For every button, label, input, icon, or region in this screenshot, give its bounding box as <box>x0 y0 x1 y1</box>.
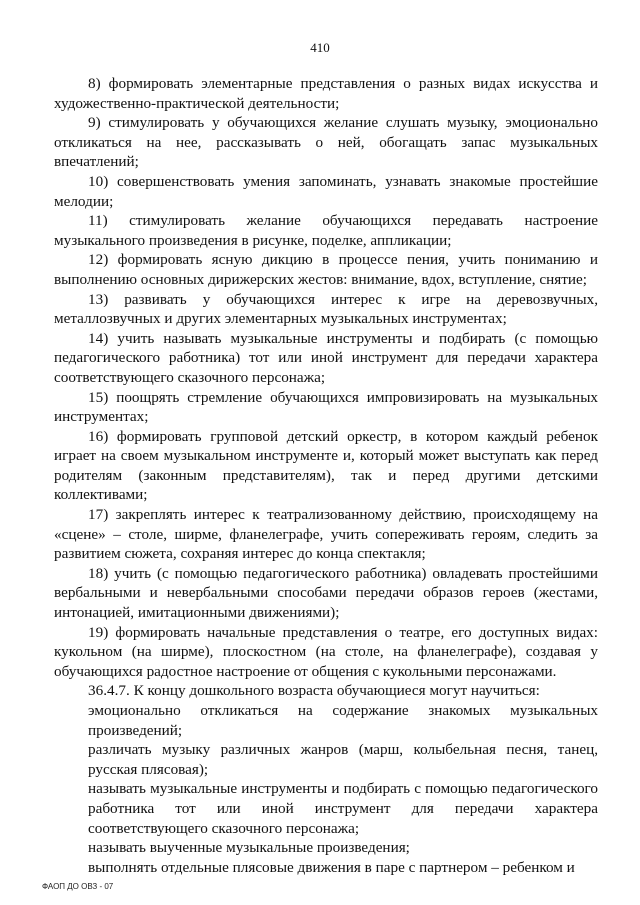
list-item-12: 12) формировать ясную дикцию в процессе пения, учить пониманию и выполнению основных дирижерских жестов: внимание, вдох, вступление, снятие; <box>54 251 598 288</box>
outcome-item: эмоционально откликаться на содержание знакомых музыкальных произведений; <box>88 702 598 739</box>
list-item-10: 10) совершенствовать умения запоминать, узнавать знакомые простейшие мелодии; <box>54 172 598 210</box>
document-body <box>54 74 598 877</box>
list-item-19: 19) формировать начальные представления о театре, его доступных видах: кукольном (на ширме), плоскостном (на столе, на фланелеграфе), создавая у обучающихся радостное настроение от общения с кукольными персонажами. <box>54 623 598 680</box>
list-item-17: 17) закреплять интерес к театрализованному действию, происходящему на «сцене» – столе, ширме, фланелеграфе, учить сопереживать героям, следить за развитием сюжета, сохраняя интерес до конца спектакля; <box>54 506 598 563</box>
list-item-18: 18) учить (с помощью педагогического работника) овладевать простейшими вербальными и невербальными способами передачи образов героев (жестами, интонацией, имитационными движениями); <box>54 564 598 622</box>
outcome-item: называть музыкальные инструменты и подбирать с помощью педагогического работника тот или иной инструмент для передачи характера соответствующего сказочного персонажа; <box>88 780 598 837</box>
outcome-item: различать музыку различных жанров (марш, колыбельная песня, танец, русская плясовая); <box>88 741 598 778</box>
page-number: 410 <box>310 40 330 55</box>
section-heading: 36.4.7. К концу дошкольного возраста обучающиеся могут научиться: <box>88 682 540 700</box>
list-item-15: 15) поощрять стремление обучающихся импровизировать на музыкальных инструментах; <box>54 388 598 426</box>
outcome-item: выполнять отдельные плясовые движения в паре с партнером – ребенком и <box>88 858 575 876</box>
list-item-16: 16) формировать групповой детский оркестр, в котором каждый ребенок играет на своем музыкальном инструменте и, который может выступать как перед родителям (законным представителям), так и перед другими детскими коллективами; <box>54 427 598 504</box>
list-item-14: 14) учить называть музыкальные инструменты и подбирать (с помощью педагогического работника) тот или иной инструмент для передачи характера соответствующего сказочного персонажа; <box>54 329 598 386</box>
page-footer: ФАОП ДО ОВЗ - 07 <box>42 882 114 891</box>
list-item-13: 13) развивать у обучающихся интерес к игре на деревозвучных, металлозвучных и других элементарных музыкальных инструментах; <box>54 290 598 328</box>
list-item-8: 8) формировать элементарные представления о разных видах искусства и художественно-практической деятельности; <box>54 75 598 112</box>
outcome-item: называть выученные музыкальные произведения; <box>88 839 410 857</box>
list-item-11: 11) стимулировать желание обучающихся передавать настроение музыкального произведения в рисунке, поделке, аппликации; <box>54 212 598 249</box>
list-item-9: 9) стимулировать у обучающихся желание слушать музыку, эмоционально откликаться на нее, рассказывать о ней, обогащать запас музыкальных впечатлений; <box>54 114 598 171</box>
